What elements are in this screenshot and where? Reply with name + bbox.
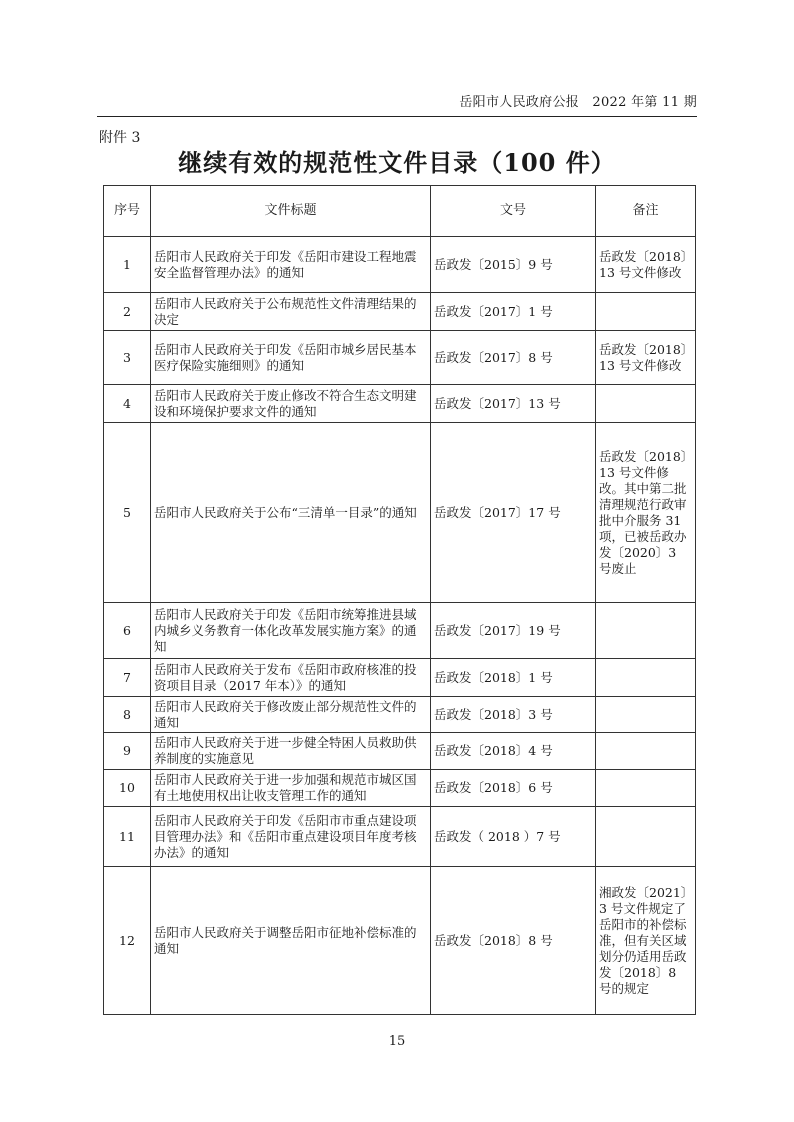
row-number: 5 (104, 423, 151, 603)
row-title: 岳阳市人民政府关于印发《岳阳市建设工程地震安全监督管理办法》的通知 (151, 237, 431, 293)
table-row (104, 659, 696, 697)
row-number: 1 (104, 237, 151, 293)
header-divider (97, 116, 697, 117)
row-doc-number: 岳政发〔2015〕9 号 (431, 237, 596, 293)
column-header-title: 文件标题 (151, 186, 431, 237)
row-note (596, 697, 696, 733)
row-title: 岳阳市人民政府关于印发《岳阳市统筹推进县域内城乡义务教育一体化改革发展实施方案》的通知 (151, 603, 431, 659)
row-note: 岳政发〔2018〕13 号文件修改。其中第二批清理规范行政审批中介服务 31 项，已被岳政办发〔2020〕3 号废止 (596, 423, 696, 603)
page-number: 15 (388, 1034, 406, 1049)
row-number: 6 (104, 603, 151, 659)
row-note: 岳政发〔2018〕13 号文件修改 (596, 237, 696, 293)
row-doc-number: 岳政发〔2017〕13 号 (431, 385, 596, 423)
row-number: 7 (104, 659, 151, 697)
row-doc-number: 岳政发〔2018〕3 号 (431, 697, 596, 733)
row-doc-number: 岳政发〔2017〕17 号 (431, 423, 596, 603)
row-doc-number: 岳政发〔2017〕19 号 (431, 603, 596, 659)
table-row (104, 867, 696, 1015)
row-title: 岳阳市人民政府关于印发《岳阳市城乡居民基本医疗保险实施细则》的通知 (151, 331, 431, 385)
row-number: 9 (104, 733, 151, 770)
column-header-note: 备注 (596, 186, 696, 237)
row-doc-number: 岳政发〔2017〕1 号 (431, 293, 596, 331)
table-row (104, 603, 696, 659)
row-title: 岳阳市人民政府关于公布“三清单一目录”的通知 (151, 423, 431, 603)
row-doc-number: 岳政发〔2017〕8 号 (431, 331, 596, 385)
row-note (596, 770, 696, 807)
table-row (104, 237, 696, 293)
row-note (596, 659, 696, 697)
document-catalog-table (103, 185, 696, 1015)
row-title: 岳阳市人民政府关于公布规范性文件清理结果的决定 (151, 293, 431, 331)
table-row (104, 331, 696, 385)
row-title: 岳阳市人民政府关于调整岳阳市征地补偿标准的通知 (151, 867, 431, 1015)
document-title: 继续有效的规范性文件目录（100 件） (178, 148, 616, 177)
row-number: 11 (104, 807, 151, 867)
row-note (596, 603, 696, 659)
row-title: 岳阳市人民政府关于印发《岳阳市市重点建设项目管理办法》和《岳阳市重点建设项目年度考核办法》的通知 (151, 807, 431, 867)
table-row (104, 293, 696, 331)
attachment-label: 附件 3 (99, 130, 141, 146)
row-number: 10 (104, 770, 151, 807)
row-note: 湘政发〔2021〕3 号文件规定了岳阳市的补偿标准，但有关区域划分仍适用岳政发〔2018〕8 号的规定 (596, 867, 696, 1015)
table-header-row (104, 186, 696, 237)
row-doc-number: 岳政发〔2018〕8 号 (431, 867, 596, 1015)
row-note (596, 733, 696, 770)
row-note (596, 385, 696, 423)
column-header-no: 序号 (104, 186, 151, 237)
row-number: 4 (104, 385, 151, 423)
row-title: 岳阳市人民政府关于修改废止部分规范性文件的通知 (151, 697, 431, 733)
table-row (104, 807, 696, 867)
row-title: 岳阳市人民政府关于废止修改不符合生态文明建设和环境保护要求文件的通知 (151, 385, 431, 423)
table-row (104, 733, 696, 770)
row-note (596, 807, 696, 867)
table-row (104, 697, 696, 733)
table-row (104, 423, 696, 603)
running-header: 岳阳市人民政府公报 2022 年第 11 期 (459, 95, 697, 110)
table-row (104, 385, 696, 423)
row-number: 12 (104, 867, 151, 1015)
row-doc-number: 岳政发〔2018〕4 号 (431, 733, 596, 770)
table-row (104, 770, 696, 807)
row-number: 2 (104, 293, 151, 331)
row-title: 岳阳市人民政府关于进一步加强和规范市城区国有土地使用权出让收支管理工作的通知 (151, 770, 431, 807)
row-doc-number: 岳政发〔2018〕6 号 (431, 770, 596, 807)
row-number: 8 (104, 697, 151, 733)
row-number: 3 (104, 331, 151, 385)
row-title: 岳阳市人民政府关于进一步健全特困人员救助供养制度的实施意见 (151, 733, 431, 770)
row-note (596, 293, 696, 331)
row-note: 岳政发〔2018〕13 号文件修改 (596, 331, 696, 385)
row-doc-number: 岳政发（ 2018 ）7 号 (431, 807, 596, 867)
column-header-doc-no: 文号 (431, 186, 596, 237)
row-doc-number: 岳政发〔2018〕1 号 (431, 659, 596, 697)
row-title: 岳阳市人民政府关于发布《岳阳市政府核准的投资项目目录（2017 年本）》的通知 (151, 659, 431, 697)
